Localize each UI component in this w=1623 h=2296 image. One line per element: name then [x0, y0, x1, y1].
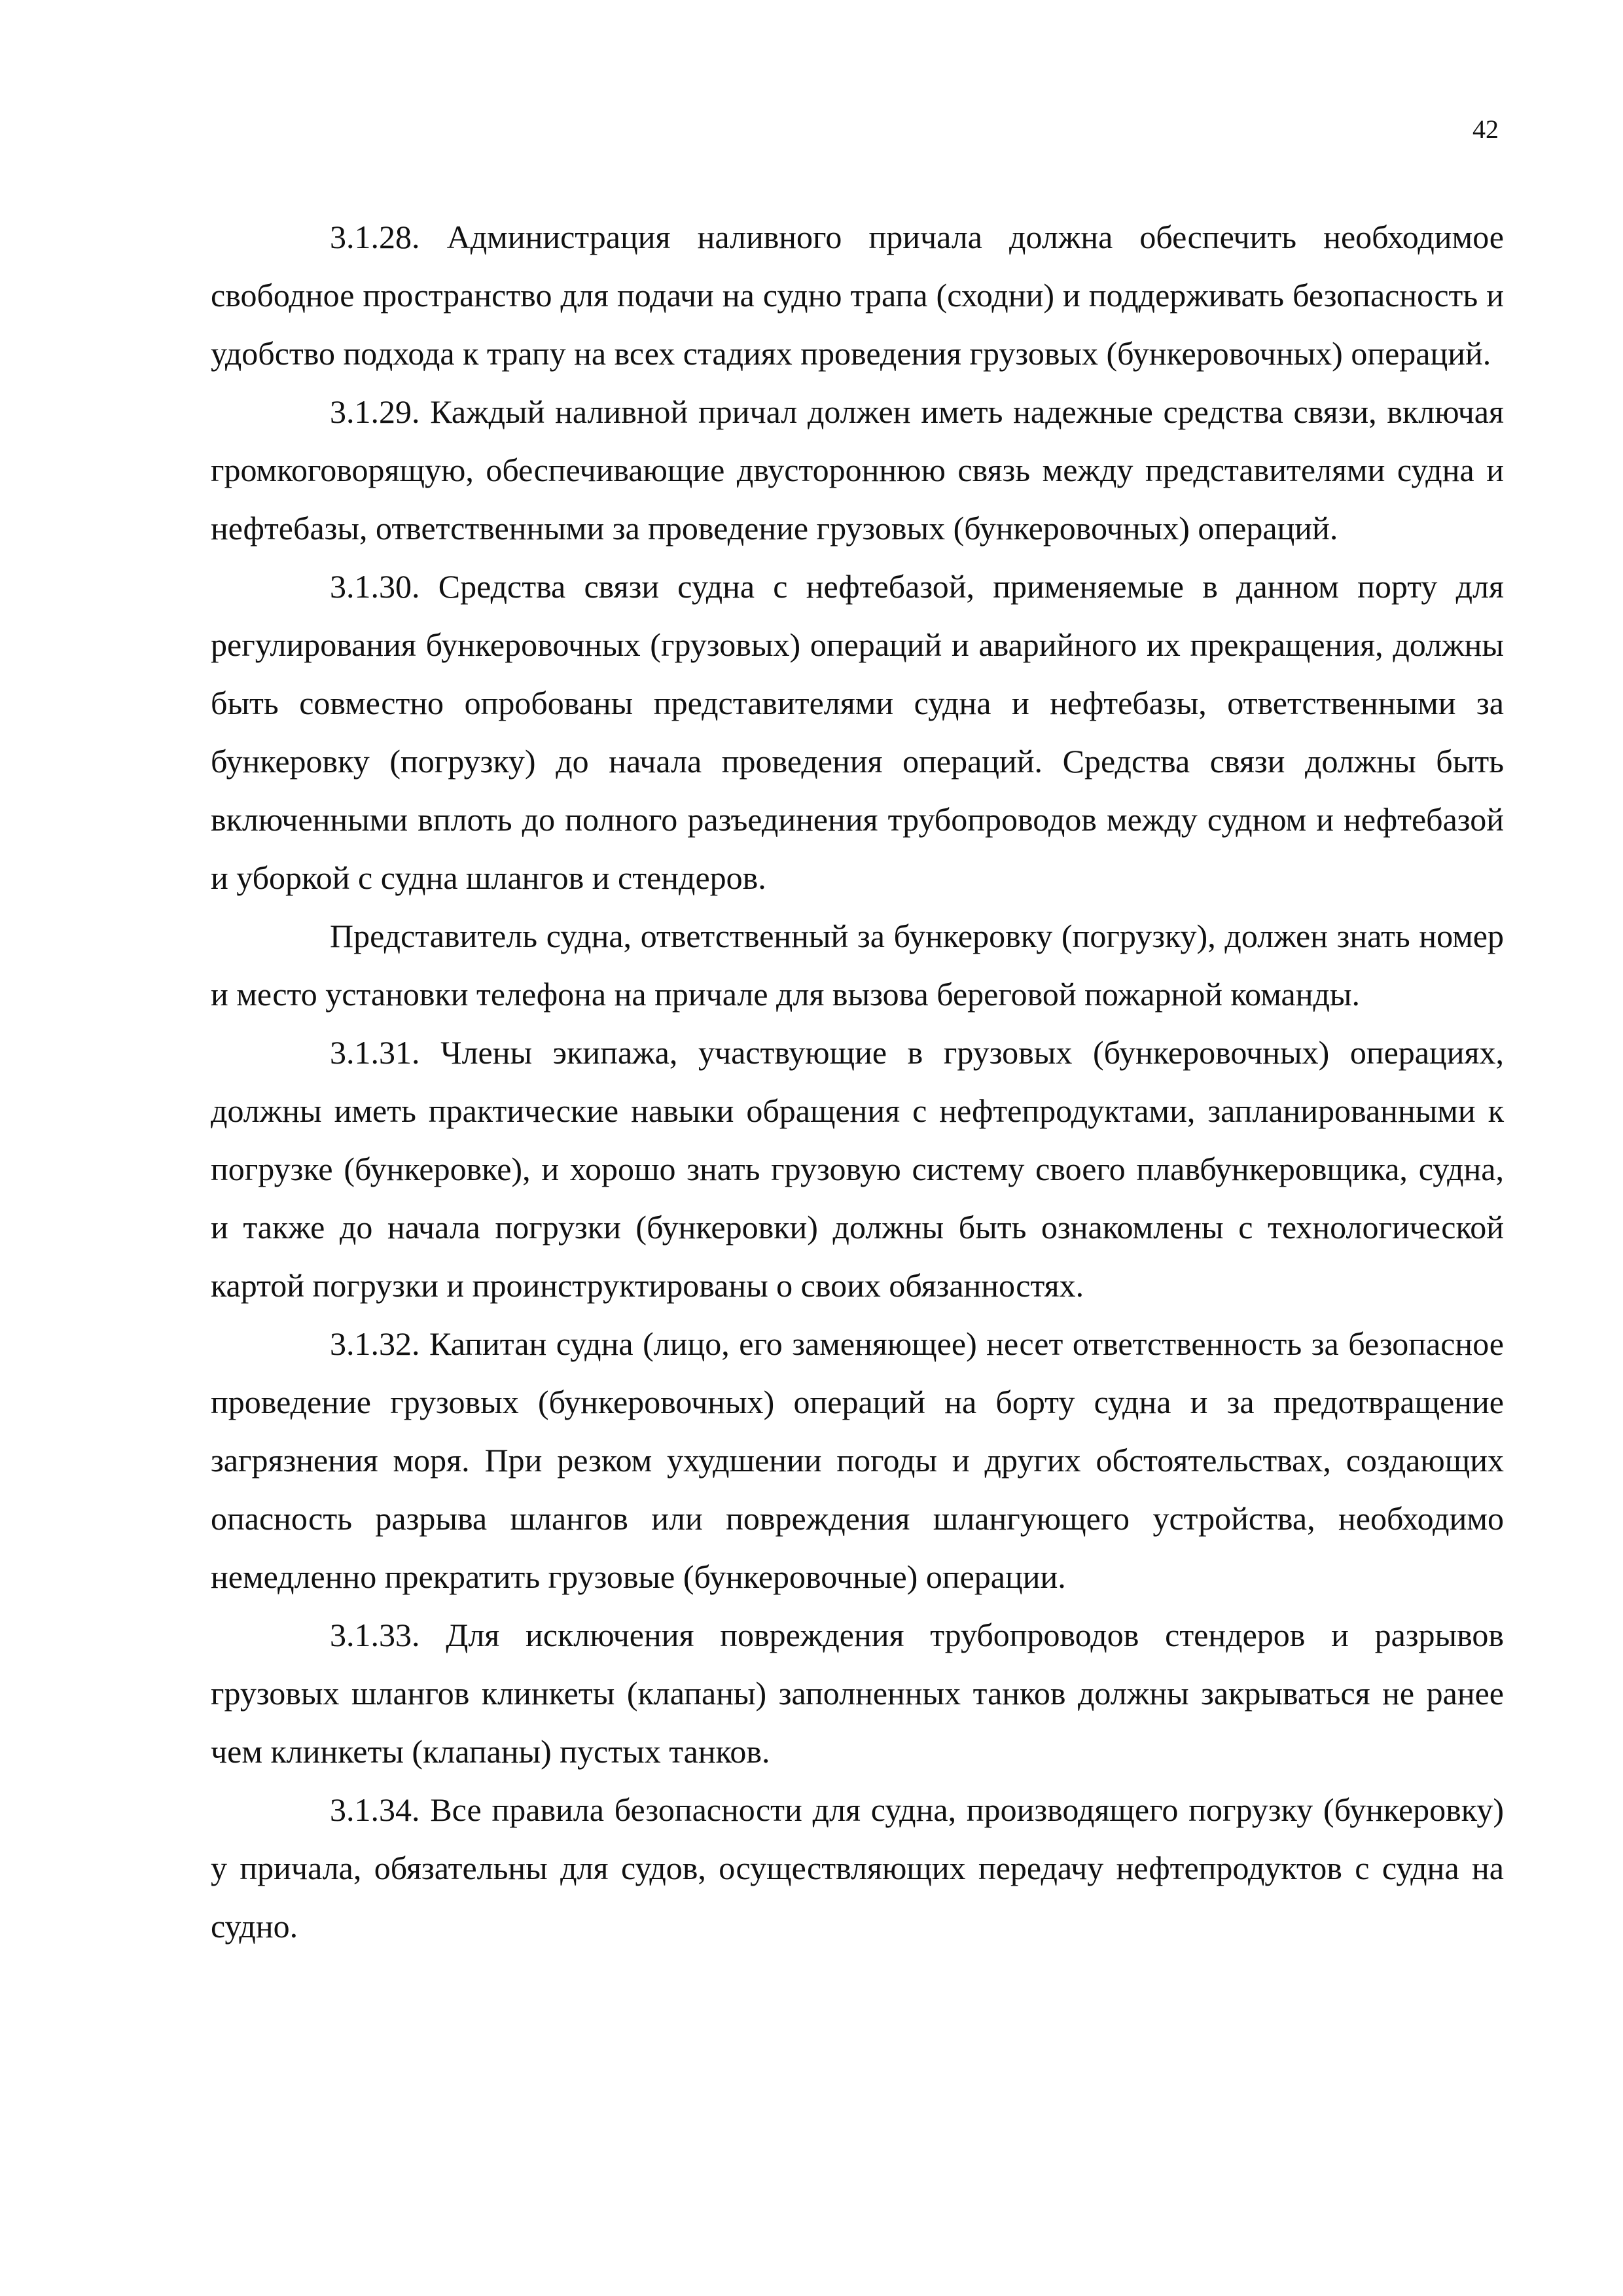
- paragraph-3-1-30: 3.1.30. Средства связи судна с нефтебазой, применяемые в данном порту для регулирования бункеровочных (грузовых) операций и аварийного их прекращения, должны быть совместно опробованы представителями судна и нефтебазы, ответственными за бункеровку (погрузку) до начала проведения операций. Средства связи должны быть включенными вплоть до полного разъединения трубопроводов между судном и нефтебазой и уборкой с судна шлангов и стендеров.: [211, 568, 1504, 896]
- page-number: 42: [1472, 115, 1499, 144]
- document-body: [211, 208, 1504, 1956]
- paragraph-3-1-33: 3.1.33. Для исключения повреждения трубопроводов стендеров и разрывов грузовых шлангов клинкеты (клапаны) заполненных танков должны закрываться не ранее чем клинкеты (клапаны) пустых танков.: [211, 1617, 1504, 1770]
- paragraph-3-1-28: 3.1.28. Администрация наливного причала должна обеспечить необходимое свободное пространство для подачи на судно трапа (сходни) и поддерживать безопасность и удобство подхода к трапу на всех стадиях проведения грузовых (бункеровочных) операций.: [211, 219, 1504, 372]
- paragraph-3-1-32: 3.1.32. Капитан судна (лицо, его заменяющее) несет ответственность за безопасное проведение грузовых (бункеровочных) операций на борту судна и за предотвращение загрязнения моря. При резком ухудшении погоды и других обстоятельствах, создающих опасность разрыва шлангов или повреждения шлангующего устройства, необходимо немедленно прекратить грузовые (бункеровочные) операции.: [211, 1325, 1504, 1595]
- paragraph-3-1-29: 3.1.29. Каждый наливной причал должен иметь надежные средства связи, включая громкоговорящую, обеспечивающие двустороннюю связь между представителями судна и нефтебазы, ответственными за проведение грузовых (бункеровочных) операций.: [211, 393, 1504, 547]
- paragraph-3-1-34: 3.1.34. Все правила безопасности для судна, производящего погрузку (бункеровку) у причала, обязательны для судов, осуществляющих передачу нефтепродуктов с судна на судно.: [211, 1791, 1504, 1945]
- paragraph-ship-representative: Представитель судна, ответственный за бункеровку (погрузку), должен знать номер и место установки телефона на причале для вызова береговой пожарной команды.: [211, 918, 1504, 1013]
- paragraph-3-1-31: 3.1.31. Члены экипажа, участвующие в грузовых (бункеровочных) операциях, должны иметь практические навыки обращения с нефтепродуктами, запланированными к погрузке (бункеровке), и хорошо знать грузовую систему своего плавбункеровщика, судна, и также до начала погрузки (бункеровки) должны быть ознакомлены с технологической картой погрузки и проинструктированы о своих обязанностях.: [211, 1034, 1504, 1304]
